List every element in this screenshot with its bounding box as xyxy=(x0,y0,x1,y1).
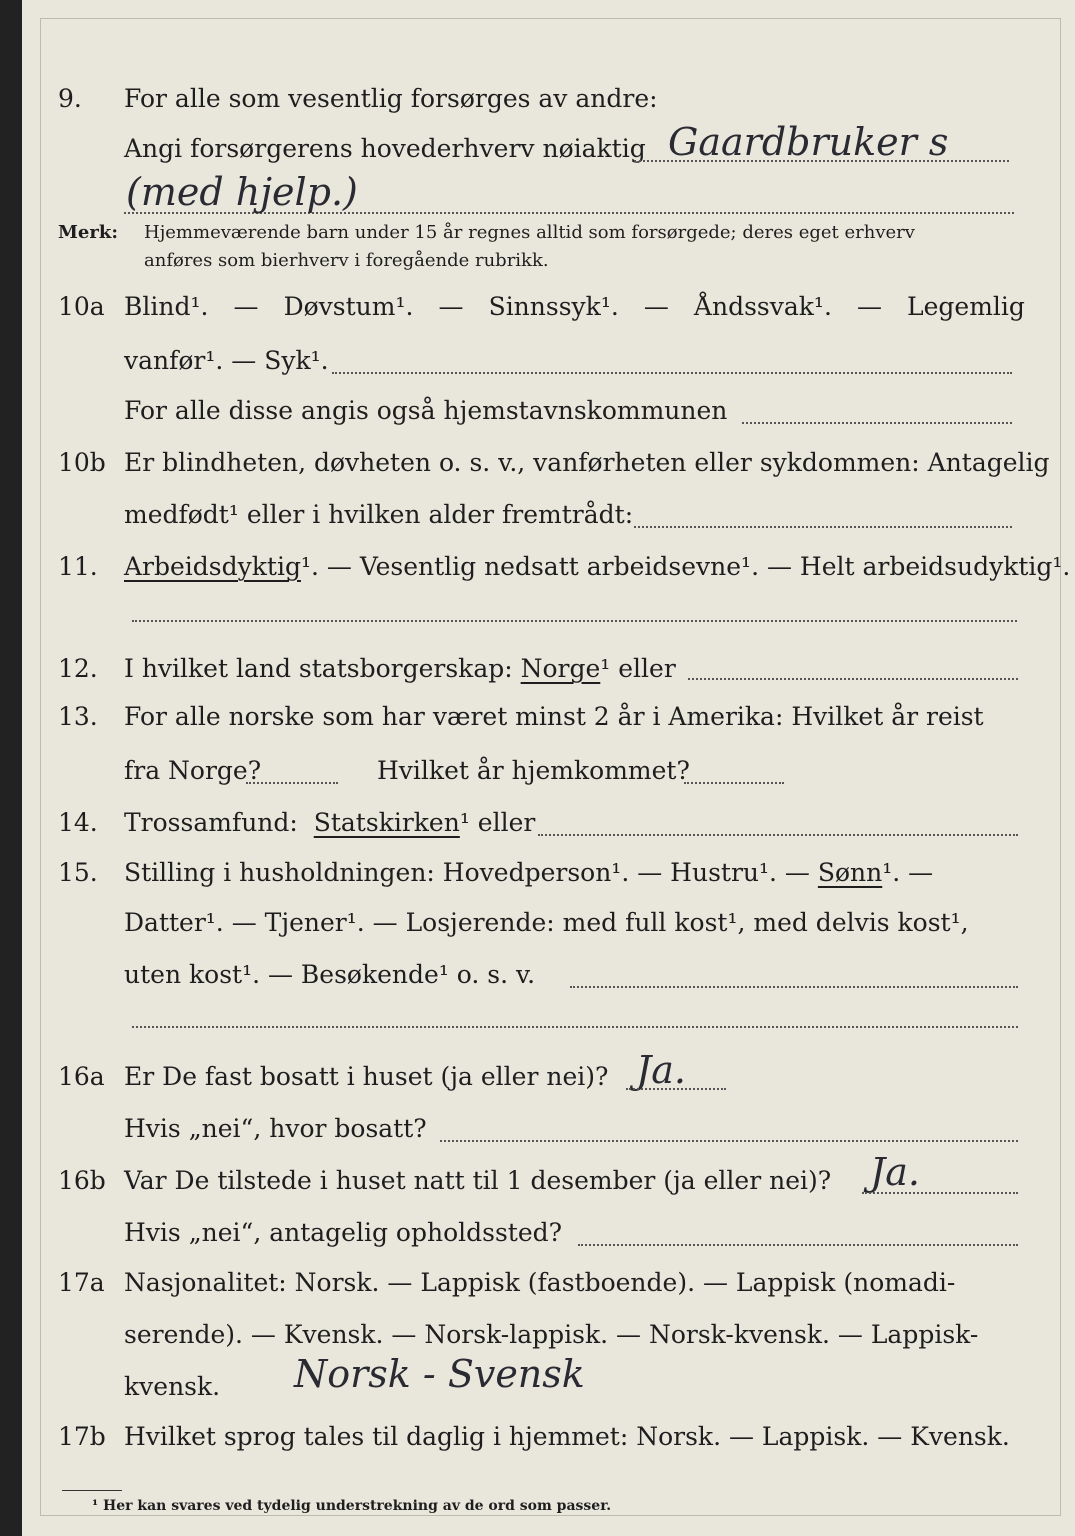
q16b-handwritten-answer: Ja. xyxy=(870,1150,920,1194)
q12-text xyxy=(124,654,676,683)
q10b-number: 10b xyxy=(58,448,106,477)
q14-post: ¹ eller xyxy=(459,808,536,837)
q12-post: ¹ eller xyxy=(600,654,676,683)
q10a-word: Sinnssyk¹. xyxy=(488,292,619,321)
q11-rest: ¹. — Vesentlig nedsatt arbeidsevne¹. — Helt arbeidsudyktig¹. xyxy=(300,552,1071,581)
q14-pre: Trossamfund: xyxy=(124,808,298,837)
q16a-text-2: Hvis „nei“, hvor bosatt? xyxy=(124,1114,427,1143)
q16a-text-1: Er De fast bosatt i huset (ja eller nei)? xyxy=(124,1062,609,1091)
q10b-text-1: Er blindheten, døvheten o. s. v., vanførheten eller sykdommen: Antagelig xyxy=(124,448,1050,477)
q12-answer-line xyxy=(688,678,1018,680)
q16a-answer-line-2 xyxy=(440,1140,1018,1142)
q17a-text-1: Nasjonalitet: Norsk. — Lappisk (fastboende). — Lappisk (nomadi- xyxy=(124,1268,956,1297)
merk-text-2: anføres som bierhverv i foregående rubrikk. xyxy=(144,250,549,271)
q15-number: 15. xyxy=(58,858,98,887)
q17a-number: 17a xyxy=(58,1268,105,1297)
q10a-number: 10a xyxy=(58,292,105,321)
q11-number: 11. xyxy=(58,552,98,581)
q17b-text-1: Hvilket sprog tales til daglig i hjemmet: Norsk. — Lappisk. — Kvensk. xyxy=(124,1422,1010,1451)
q10a-word: Åndssvak¹. xyxy=(693,292,832,321)
q13-text-1: For alle norske som har været minst 2 år i Amerika: Hvilket år reist xyxy=(124,702,984,731)
q11-answer-line xyxy=(132,620,1017,622)
merk-label: Merk: xyxy=(58,222,118,243)
q10a-answer-line-2 xyxy=(742,422,1012,424)
q10a-text-3: For alle disse angis også hjemstavnskommunen xyxy=(124,396,728,425)
q10a-text-2: vanfør¹. — Syk¹. xyxy=(124,346,329,375)
q15-underlined-answer: Sønn xyxy=(817,858,883,887)
q15-text-1 xyxy=(124,858,933,887)
q13-answer-line-2 xyxy=(684,782,784,784)
q10a-answer-line xyxy=(332,372,1012,374)
q13-answer-line-1 xyxy=(246,782,338,784)
q10a-options xyxy=(124,292,1025,321)
q13-number: 13. xyxy=(58,702,98,731)
q10a-word: — xyxy=(643,292,669,321)
footnote-rule xyxy=(62,1490,122,1491)
q14-number: 14. xyxy=(58,808,98,837)
q9-handwritten-note: (med hjelp.) xyxy=(126,170,358,214)
q17a-text-2: serende). — Kvensk. — Norsk-lappisk. — Norsk-kvensk. — Lappisk- xyxy=(124,1320,979,1349)
q9-text-1: For alle som vesentlig forsørges av andre: xyxy=(124,84,658,113)
q9-number: 9. xyxy=(58,84,82,113)
q16b-text-1: Var De tilstede i huset natt til 1 desember (ja eller nei)? xyxy=(124,1166,832,1195)
q16a-answer-line xyxy=(626,1088,726,1090)
q15-pre: Stilling i husholdningen: Hovedperson¹. — Hustru¹. — xyxy=(124,858,810,887)
q10b-answer-line xyxy=(634,526,1012,528)
q17b-number: 17b xyxy=(58,1422,106,1451)
q10a-word: Blind¹. xyxy=(124,292,209,321)
q16b-answer-line-2 xyxy=(578,1244,1018,1246)
q12-underlined-answer: Norge xyxy=(520,654,601,683)
q12-pre: I hvilket land statsborgerskap: xyxy=(124,654,513,683)
q11-underlined-answer: Arbeidsdyktig xyxy=(124,552,301,581)
q10a-word: Legemlig xyxy=(907,292,1025,321)
q10b-text-2: medfødt¹ eller i hvilken alder fremtrådt: xyxy=(124,500,634,529)
q15-text-2: Datter¹. — Tjener¹. — Losjerende: med full kost¹, med delvis kost¹, xyxy=(124,908,969,937)
q16b-number: 16b xyxy=(58,1166,106,1195)
q14-underlined-answer: Statskirken xyxy=(313,808,460,837)
q13-text-2b: Hvilket år hjemkommet? xyxy=(377,756,690,785)
q16a-handwritten-answer: Ja. xyxy=(636,1048,686,1092)
q17a-handwritten-answer: Norsk - Svensk xyxy=(294,1352,585,1396)
q16b-text-2: Hvis „nei“, antagelig opholdssted? xyxy=(124,1218,563,1247)
q10a-word: — xyxy=(233,292,259,321)
q14-text xyxy=(124,808,535,837)
q10a-word: Døvstum¹. xyxy=(283,292,414,321)
q16b-answer-line xyxy=(862,1192,1018,1194)
census-form-page xyxy=(22,0,1075,1536)
q17a-text-3: kvensk. xyxy=(124,1372,221,1401)
q14-answer-line xyxy=(538,834,1018,836)
q12-number: 12. xyxy=(58,654,98,683)
q16a-number: 16a xyxy=(58,1062,105,1091)
q10a-word: — xyxy=(438,292,464,321)
q9-handwritten-occupation: Gaardbruker s xyxy=(668,120,949,164)
q15-answer-line xyxy=(570,986,1018,988)
footnote: ¹ Her kan svares ved tydelig understrekning av de ord som passer. xyxy=(92,1498,612,1514)
q10a-word: — xyxy=(856,292,882,321)
q15-answer-line-2 xyxy=(132,1026,1018,1028)
q15-text-3: uten kost¹. — Besøkende¹ o. s. v. xyxy=(124,960,536,989)
merk-text-1: Hjemmeværende barn under 15 år regnes alltid som forsørgede; deres eget erhverv xyxy=(144,222,915,243)
q13-text-2a: fra Norge? xyxy=(124,756,262,785)
q11-text xyxy=(124,552,1070,581)
q15-post: ¹. — xyxy=(882,858,934,887)
q9-text-2: Angi forsørgerens hovederhverv nøiaktig xyxy=(124,134,646,163)
